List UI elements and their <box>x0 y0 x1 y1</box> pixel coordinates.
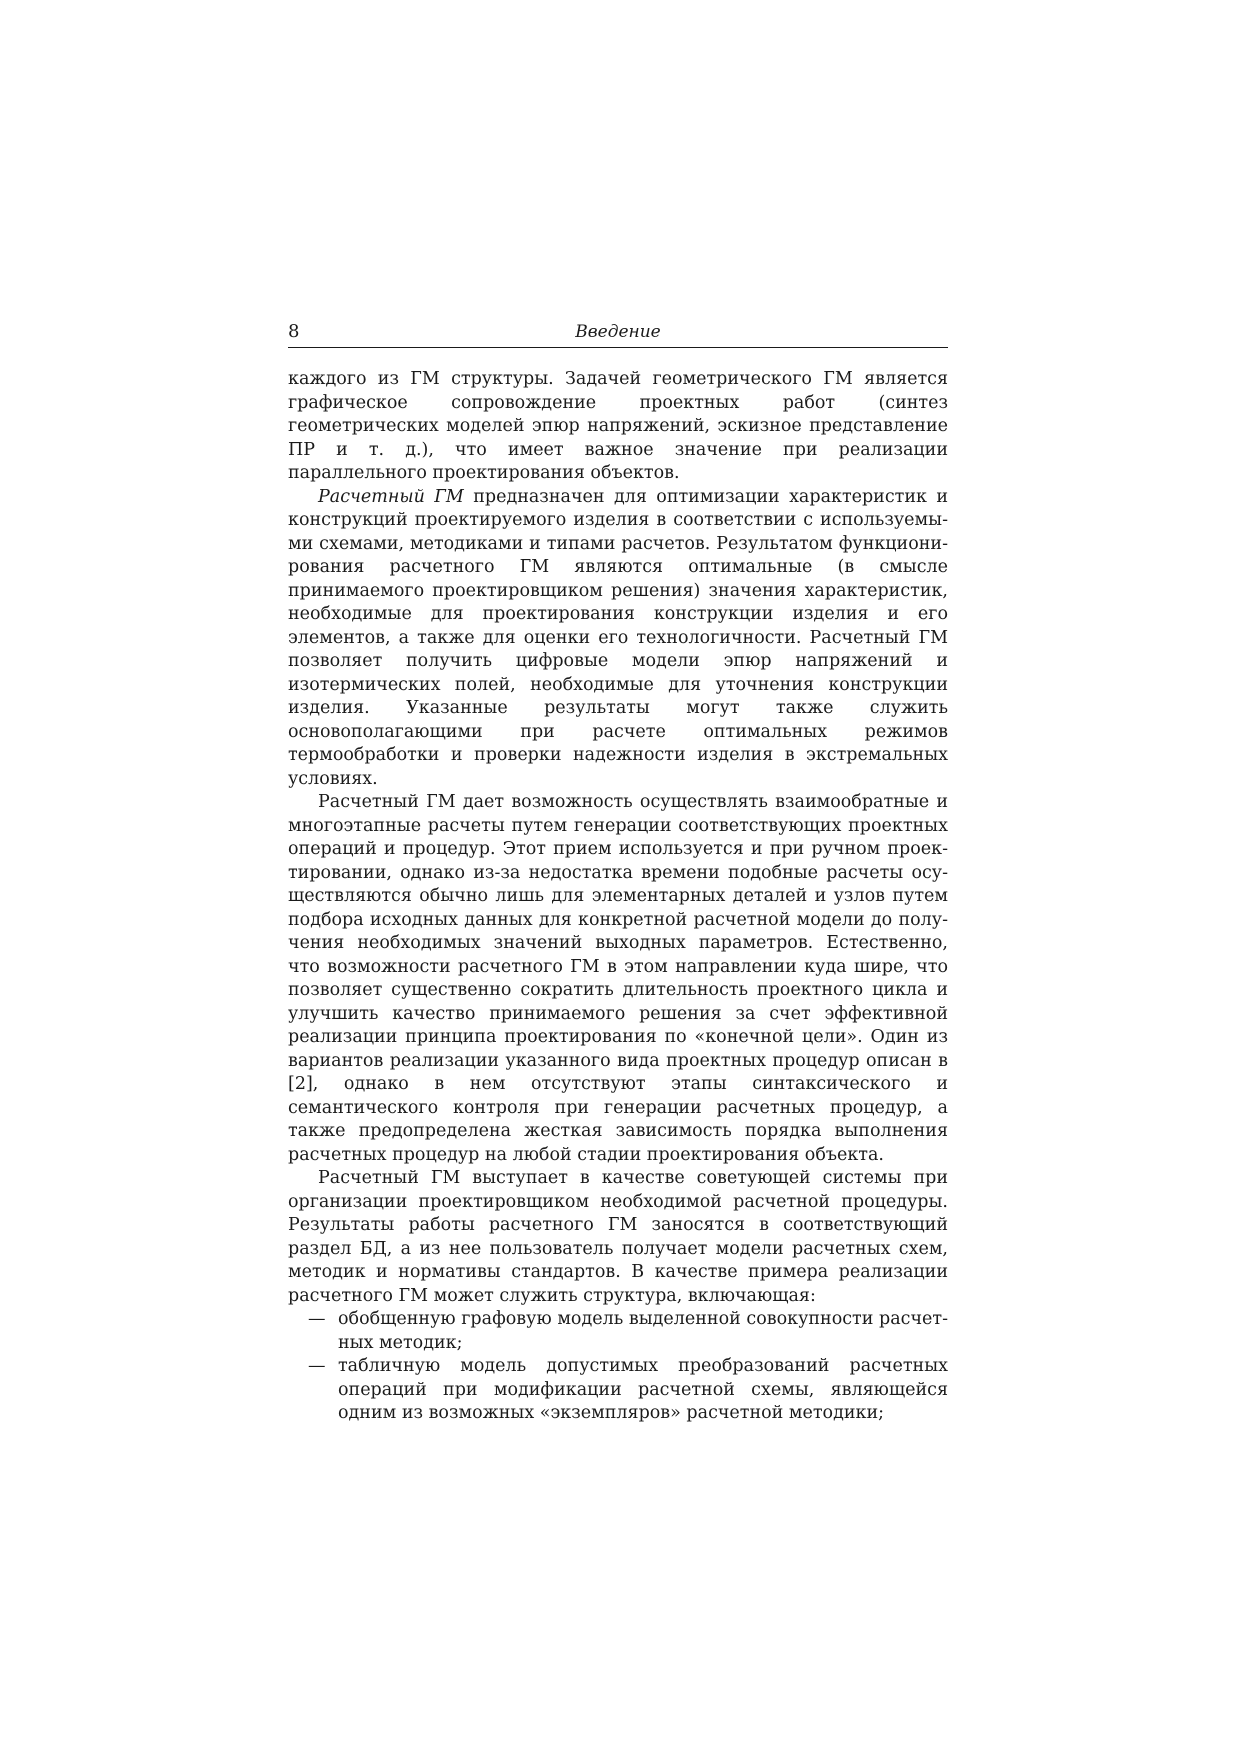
dash-list <box>288 1308 948 1426</box>
page-header <box>288 320 948 348</box>
paragraph-3: Расчетный ГМ дает возможность осуществлять взаимообратные и многоэтапные расчеты путем генерации соответствующих проектных операций и процедур. Этот прием используется и при ручном проектировании, однако из-за недостатка времени подобные расчеты осуществляются обычно лишь для элементарных деталей и узлов путем подбора исходных данных для конкретной расчетной модели до получения необходимых значений выходных параметров. Естественно, что возможности расчетного ГМ в этом направлении куда шире, что позволяет существенно сократить длительность проектного цикла и улучшить качество принимаемого решения за счет эффективной реализации принципа проектирования по «конечной цели». Один из вариантов реализации указанного вида проектных процедур описан в [2], однако в нем отсутствуют этапы синтаксического и семантического контроля при генерации расчетных процедур, а также предопределена жесткая зависимость порядка выполнения расчетных процедур на любой стадии проектирования объекта. <box>288 792 948 1165</box>
list-item <box>288 1308 948 1355</box>
list-item <box>288 1355 948 1426</box>
dash-bullet: — <box>308 1309 326 1329</box>
body-text <box>288 368 948 1426</box>
dash-bullet: — <box>308 1356 326 1376</box>
paragraph-1: каждого из ГМ структуры. Задачей геометрического ГМ является графическое сопровождение проектных работ (синтез геометрических моделей эпюр напряжений, эскизное представление ПР и т. д.), что имеет важное значение при реализации параллельного проектирования объектов. <box>288 369 948 483</box>
paragraph-4: Расчетный ГМ выступает в качестве советующей системы при организации проектировщиком необходимой расчетной процедуры. Результаты работы расчетного ГМ заносятся в соответствующий раздел БД, а из нее пользователь получает модели расчетных схем, методик и нормативы стандартов. В качестве примера реализации расчетного ГМ может служить структура, включающая: <box>288 1168 948 1306</box>
page-number: 8 <box>288 321 300 342</box>
running-title: Введение <box>575 322 661 342</box>
list-item-text: табличную модель допустимых преобразований расчетных операций при модификации расчетной схемы, являющейся одним из возможных «экземпляров» расчетной методики; <box>338 1356 948 1423</box>
list-item-text: обобщенную графовую модель выделенной совокупности расчетных методик; <box>338 1309 948 1353</box>
paragraph-2-lead: Расчетный ГМ <box>318 486 464 507</box>
paragraph-2 <box>288 486 948 792</box>
paragraph-2-text: предназначен для оптимизации характеристик и конструкций проектируемого изделия в соответствии с используемыми схемами, методиками и типами расчетов. Результатом функционирования расчетного ГМ являются оптимальные (в смысле принимаемого проектировщиком решения) значения характеристик, необходимые для проектирования конструкции изделия и его элементов, а также для оценки его технологичности. Расчетный ГМ позволяет получить цифровые модели эпюр напряжений и изотермических полей, необходимые для уточнения конструкции изделия. Указанные результаты могут также служить основополагающими при расчете оптимальных режимов термообработки и проверки надежности изделия в экстремальных условиях. <box>288 486 948 789</box>
